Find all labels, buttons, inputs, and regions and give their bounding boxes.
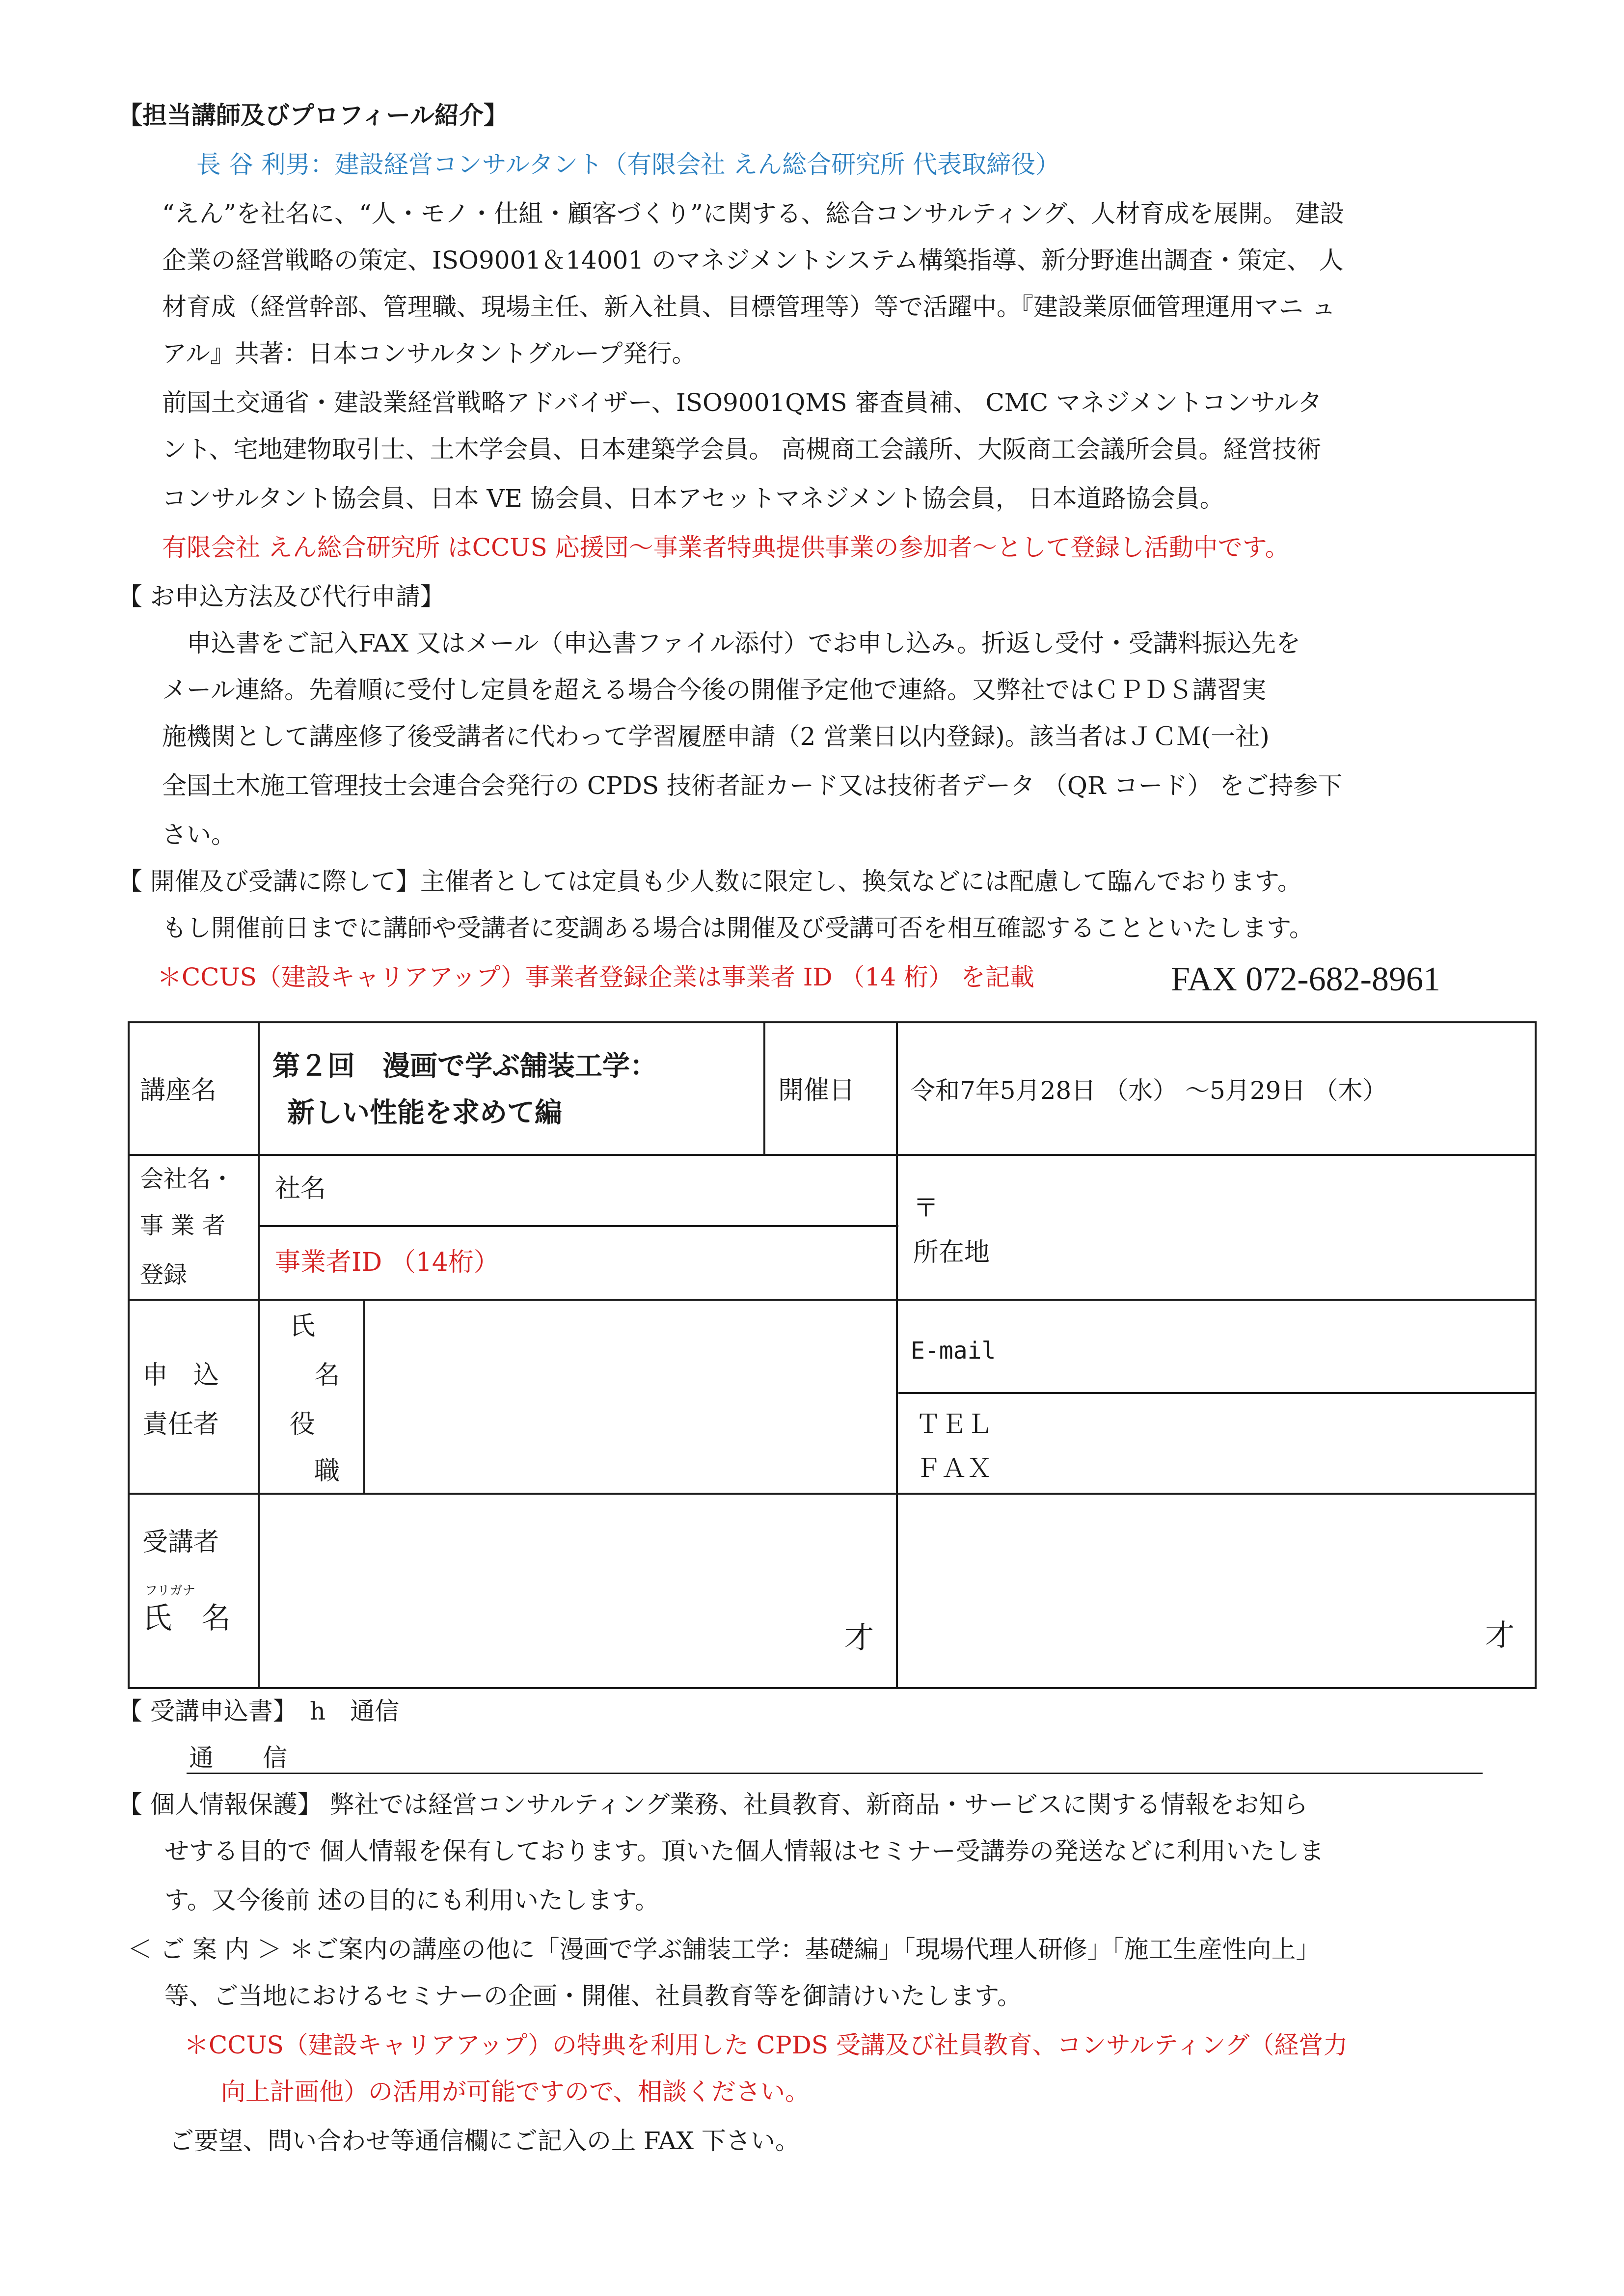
company-label: 登録: [140, 1261, 188, 1288]
form-divider: [763, 1021, 765, 1154]
email-field[interactable]: E-mail: [911, 1337, 996, 1365]
holding-notice: 【 開催及び受講に際して】主催者としては定員も少人数に限定し、換気などには配慮して臨んでおります。: [118, 867, 1302, 896]
profile-line: コンサルタント協会員、日本 VE 協会員、日本アセットマネジメント協会員， 日本道路協会員。: [162, 484, 1224, 513]
course-label: 講座名: [140, 1076, 217, 1105]
attendee-name-label: 氏 名: [142, 1601, 231, 1636]
application-line: さい。: [162, 820, 236, 849]
business-id-field[interactable]: 事業者ID （14桁）: [275, 1248, 499, 1277]
guide-line: ＜ ご 案 内 ＞ ＊ご案内の講座の他に「漫画で学ぶ舗装工学：基礎編」「現場代理人研修」「施工生産性向上」: [128, 1935, 1321, 1964]
tel-field[interactable]: ＴＥＬ: [916, 1410, 993, 1439]
address-field[interactable]: 所在地: [913, 1238, 990, 1267]
form-divider: [258, 1021, 260, 1689]
ccus-id-note: ＊CCUS（建設キャリアアップ）事業者登録企業は事業者 ID （14 桁） を記載: [157, 963, 1034, 991]
privacy-notice: せする目的で 個人情報を保有しております。頂いた個人情報はセミナー受講券の発送などに利用いたしま: [164, 1837, 1324, 1865]
company-label: 会社名・: [140, 1165, 235, 1193]
company-name-field[interactable]: 社名: [275, 1174, 326, 1203]
form-divider: [898, 1392, 1537, 1394]
profile-line: アル』共著：日本コンサルタントグループ発行。: [162, 339, 697, 368]
application-line: メール連絡。先着順に受付し定員を超える場合今後の開催予定他で連絡。又弊社ではＣＰＤＳ講習実: [162, 676, 1266, 704]
attendee-label: 受講者: [142, 1528, 219, 1557]
fax-number: FAX 072-682-8961: [1171, 960, 1440, 998]
communication-field[interactable]: [187, 1773, 1483, 1774]
profile-heading: 【担当講師及びプロフィール紹介】: [118, 101, 508, 130]
age-suffix: 才: [1485, 1618, 1515, 1653]
applicant-label: 申 込: [142, 1361, 219, 1390]
postal-mark: 〒: [913, 1194, 939, 1223]
application-heading: 【 お申込方法及び代行申請】: [118, 582, 445, 611]
form-divider: [128, 1493, 1537, 1495]
date-label: 開催日: [778, 1076, 855, 1105]
name-label: 名: [314, 1361, 340, 1390]
form-divider: [258, 1225, 898, 1227]
form-divider: [363, 1299, 365, 1493]
holding-notice-2: もし開催前日までに講師や受講者に変調ある場合は開催及び受講可否を相互確認することといたします。: [162, 914, 1314, 942]
profile-line: ント、宅地建物取引士、土木学会員、日本建築学会員。 高槻商工会議所、大阪商工会議所会員。経営技術: [162, 435, 1322, 464]
application-line: 申込書をご記入FAX 又はメール（申込書ファイル添付）でお申し込み。折返し受付・受講料振込先を: [187, 629, 1300, 657]
course-subtitle: 新しい性能を求めて編: [287, 1096, 562, 1129]
ccus-benefit-note: ＊CCUS（建設キャリアアップ）の特典を利用した CPDS 受講及び社員教育、コンサルティング（経営力: [184, 2031, 1348, 2059]
privacy-notice: 【 個人情報保護】 弊社では経営コンサルティング業務、社員教育、新商品・サービスに関する情報をお知ら: [118, 1790, 1308, 1819]
fax-field[interactable]: ＦＡＸ: [916, 1454, 993, 1483]
application-line: 施機関として講座修了後受講者に代わって学習履歴申請（2 営業日以内登録)。該当者はＪＣＭ(一社): [162, 722, 1270, 751]
ccus-supporter-note: 有限会社 えん総合研究所 はCCUS 応援団～事業者特典提供事業の参加者～として登録し活動中です。: [162, 533, 1290, 562]
title-label: 役: [290, 1410, 316, 1439]
request-line: 【 受講申込書】 h 通信: [118, 1697, 400, 1725]
lecturer-name: 長 谷 利男：建設経営コンサルタント（有限会社 えん総合研究所 代表取締役）: [196, 150, 1060, 179]
communication-label: 通 信: [189, 1744, 287, 1772]
age-suffix: 才: [844, 1621, 874, 1655]
ccus-benefit-note: 向上計画他）の活用が可能ですので、相談ください。: [221, 2077, 810, 2106]
closing-note: ご要望、問い合わせ等通信欄にご記入の上 FAX 下さい。: [169, 2127, 800, 2155]
course-title: 第２回 漫画で学ぶ舗装工学：: [272, 1050, 657, 1082]
furigana-label: フリガナ: [145, 1584, 195, 1598]
privacy-notice: す。又今後前 述の目的にも利用いたします。: [164, 1886, 659, 1914]
guide-line: 等、ご当地におけるセミナーの企画・開催、社員教育等を御請けいたします。: [164, 1982, 1022, 2010]
form-divider: [128, 1299, 1537, 1301]
application-line: 全国土木施工管理技士会連合会発行の CPDS 技術者証カード又は技術者データ （QR コード） をご持参下: [162, 771, 1343, 800]
name-label: 氏: [290, 1312, 316, 1341]
profile-line: 材育成（経営幹部、管理職、現場主任、新入社員、目標管理等）等で活躍中。『建設業原価管理運用マニ ュ: [162, 293, 1336, 321]
profile-line: 前国土交通省・建設業経営戦略アドバイザー、ISO9001QMS 審査員補、 CMC マネジメントコンサルタ: [162, 388, 1323, 417]
company-label: 事 業 者: [140, 1212, 226, 1239]
event-date: 令和7年5月28日 （水） ～5月29日 （木）: [911, 1076, 1387, 1105]
form-divider: [896, 1021, 898, 1689]
form-divider: [128, 1154, 1537, 1156]
applicant-label: 責任者: [142, 1410, 219, 1439]
profile-line: 企業の経営戦略の策定、ISO9001＆14001 のマネジメントシステム構築指導、新分野進出調査・策定、 人: [162, 246, 1344, 274]
profile-line: “えん”を社名に、“人・モノ・仕組・顧客づくり”に関する、総合コンサルティング、人材育成を展開。 建設: [162, 199, 1345, 228]
title-label: 職: [314, 1456, 340, 1486]
